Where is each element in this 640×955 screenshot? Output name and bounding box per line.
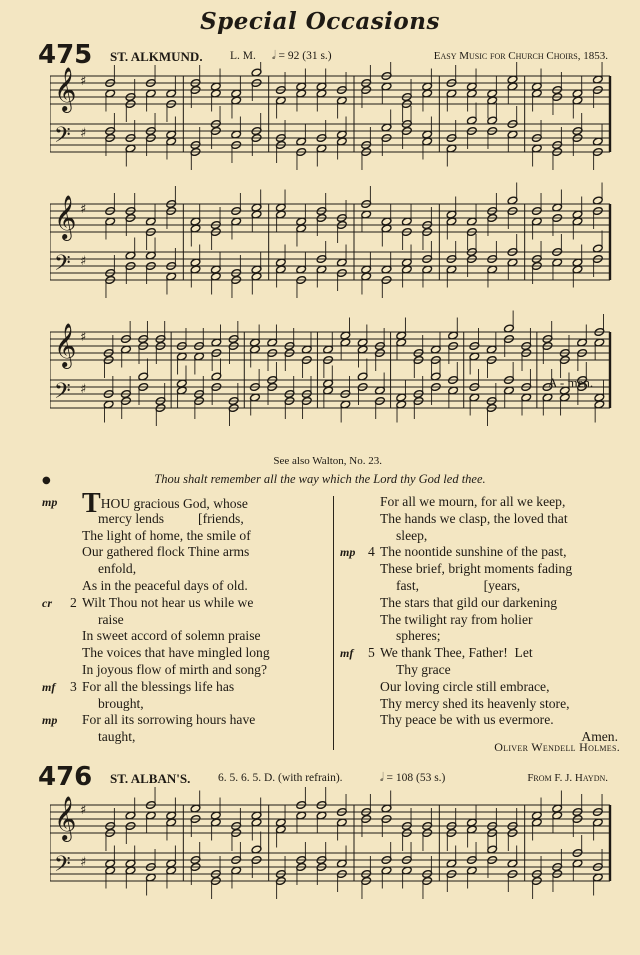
verse-text: Our gathered flock Thine arms	[82, 544, 250, 560]
verse-line	[340, 561, 622, 578]
verse-text: The light of home, the smile of	[82, 527, 251, 543]
verse-text: Amen.	[581, 729, 618, 745]
verse-text: raise	[98, 611, 124, 627]
dynamic-marking: mf	[340, 646, 354, 661]
verse-line	[340, 612, 622, 629]
verse-text: Thy grace	[396, 661, 451, 677]
key-signature-sharp-icon: ♯	[80, 382, 87, 397]
music-notation-476	[50, 785, 614, 953]
verse-text: sleep,	[396, 527, 428, 543]
key-signature-sharp-icon: ♯	[80, 803, 87, 818]
hymn-author: Oliver Wendell Holmes.	[494, 740, 620, 754]
meter: 6. 5. 6. 5. D. (with refrain).	[218, 772, 343, 784]
dynamic-marking: cr	[42, 595, 52, 610]
key-signature-sharp-icon: ♯	[80, 254, 87, 269]
dynamic-marking: mp	[42, 713, 58, 728]
verse-text: Wilt Thou not hear us while we	[82, 594, 254, 610]
verse-line	[42, 561, 328, 578]
treble-clef-icon: 𝄞	[54, 195, 77, 239]
verse-text: In sweet accord of solemn praise	[82, 628, 261, 644]
key-signature-sharp-icon: ♯	[80, 855, 87, 870]
verse-line	[340, 712, 622, 729]
verse-line	[340, 679, 622, 696]
verse-text: The voices that have mingled long	[82, 645, 270, 661]
verse-text: We thank Thee, Father! Let	[380, 645, 533, 661]
verse-text: enfold,	[98, 561, 137, 577]
bass-clef-icon: 𝄢	[54, 251, 71, 281]
verse-text: The twilight ray from holier	[380, 611, 533, 627]
verses-left-column	[42, 488, 328, 746]
verse-text: For all we mourn, for all we keep,	[380, 494, 566, 509]
verse-line	[340, 696, 622, 713]
verse-line	[340, 578, 622, 595]
verse-text: brought,	[98, 695, 144, 711]
dynamic-marking: mp	[340, 545, 356, 560]
key-signature-sharp-icon: ♯	[80, 126, 87, 141]
staff	[50, 124, 610, 152]
tempo-marking: 𝅗𝅥 = 108 (53 s.)	[380, 772, 446, 784]
verse-text: mercy lends [friends,	[98, 510, 244, 526]
verse-text: Thy mercy shed its heavenly store,	[380, 695, 570, 711]
treble-clef-icon: 𝄞	[54, 67, 77, 111]
verse-text: The hands we clasp, the loved that	[380, 510, 568, 526]
staff	[50, 853, 610, 881]
bass-clef-icon: 𝄢	[54, 123, 71, 153]
dynamic-marking: mp	[42, 495, 58, 509]
verse-text: These brief, bright moments fading	[380, 561, 573, 577]
verse-line	[42, 645, 328, 662]
verse-text: The stars that gild our darkening	[380, 594, 558, 610]
staff	[50, 805, 610, 833]
scripture-epigraph: Thou shalt remember all the way which the Lord thy God led thee.	[154, 472, 486, 486]
cross-reference: See also Walton, No. 23.	[273, 455, 382, 467]
verse-text: As in the peaceful days of old.	[82, 577, 248, 593]
verse-line	[42, 595, 328, 612]
verse-line	[42, 662, 328, 679]
treble-clef-icon: 𝄞	[54, 323, 77, 367]
hymn-number: 475	[38, 40, 93, 70]
verse-line	[340, 544, 622, 561]
tempo-marking: 𝅗𝅥 = 92 (31 s.)	[272, 50, 332, 62]
verse-text: For all its sorrowing hours have	[82, 712, 256, 728]
verse-line	[42, 712, 328, 729]
verse-line	[42, 528, 328, 545]
page-header: Special Occasions	[200, 8, 440, 35]
verse-text: fast, [years,	[396, 577, 521, 593]
verse-number: 2	[70, 594, 77, 610]
verse-text: For all the blessings life has	[82, 678, 235, 694]
amen-lyric: A - men.	[548, 375, 594, 390]
verse-line	[340, 511, 622, 528]
verse-number: 4	[368, 544, 375, 560]
verse-line	[340, 628, 622, 645]
verse-line	[340, 528, 622, 545]
tune-name: ST. ALBAN'S.	[110, 771, 191, 786]
verse-line	[42, 696, 328, 713]
tune-name: ST. ALKMUND.	[110, 49, 203, 64]
verse-text: Our loving circle still embrace,	[380, 678, 550, 694]
bass-clef-icon: 𝄢	[54, 379, 71, 409]
verse-text: spheres;	[396, 628, 441, 644]
verse-text: THOU gracious God, whose	[82, 488, 248, 519]
verse-line	[340, 645, 622, 662]
hymn-number: 476	[38, 762, 93, 792]
verse-line	[340, 595, 622, 612]
meter: L. M.	[230, 50, 256, 62]
verse-line	[340, 494, 622, 511]
verse-text: Thy peace be with us evermore.	[380, 712, 554, 728]
tune-source: From F. J. Haydn.	[527, 772, 608, 784]
verse-line	[42, 511, 328, 528]
verse-line	[42, 729, 328, 746]
verse-line	[42, 679, 328, 696]
treble-clef-icon: 𝄞	[54, 796, 77, 840]
key-signature-sharp-icon: ♯	[80, 330, 87, 345]
music-notation-475	[50, 62, 614, 452]
verse-text: The noontide sunshine of the past,	[380, 544, 567, 560]
verse-line	[340, 662, 622, 679]
key-signature-sharp-icon: ♯	[80, 74, 87, 89]
verse-line	[42, 544, 328, 561]
verse-line	[42, 578, 328, 595]
verse-text: In joyous flow of mirth and song?	[82, 661, 268, 677]
verse-number: 3	[70, 678, 77, 694]
dynamic-marking: mf	[42, 679, 56, 694]
staff	[50, 76, 610, 104]
verse-line	[42, 628, 328, 645]
bass-clef-icon: 𝄢	[54, 852, 71, 882]
bullet-dot: ●	[42, 475, 51, 486]
tune-source: Easy Music for Church Choirs, 1853.	[433, 50, 608, 62]
column-divider	[333, 496, 334, 750]
verses-right-column	[340, 494, 622, 746]
verse-number: 5	[368, 645, 375, 661]
key-signature-sharp-icon: ♯	[80, 202, 87, 217]
verse-line	[42, 612, 328, 629]
verse-text: taught,	[98, 729, 136, 745]
